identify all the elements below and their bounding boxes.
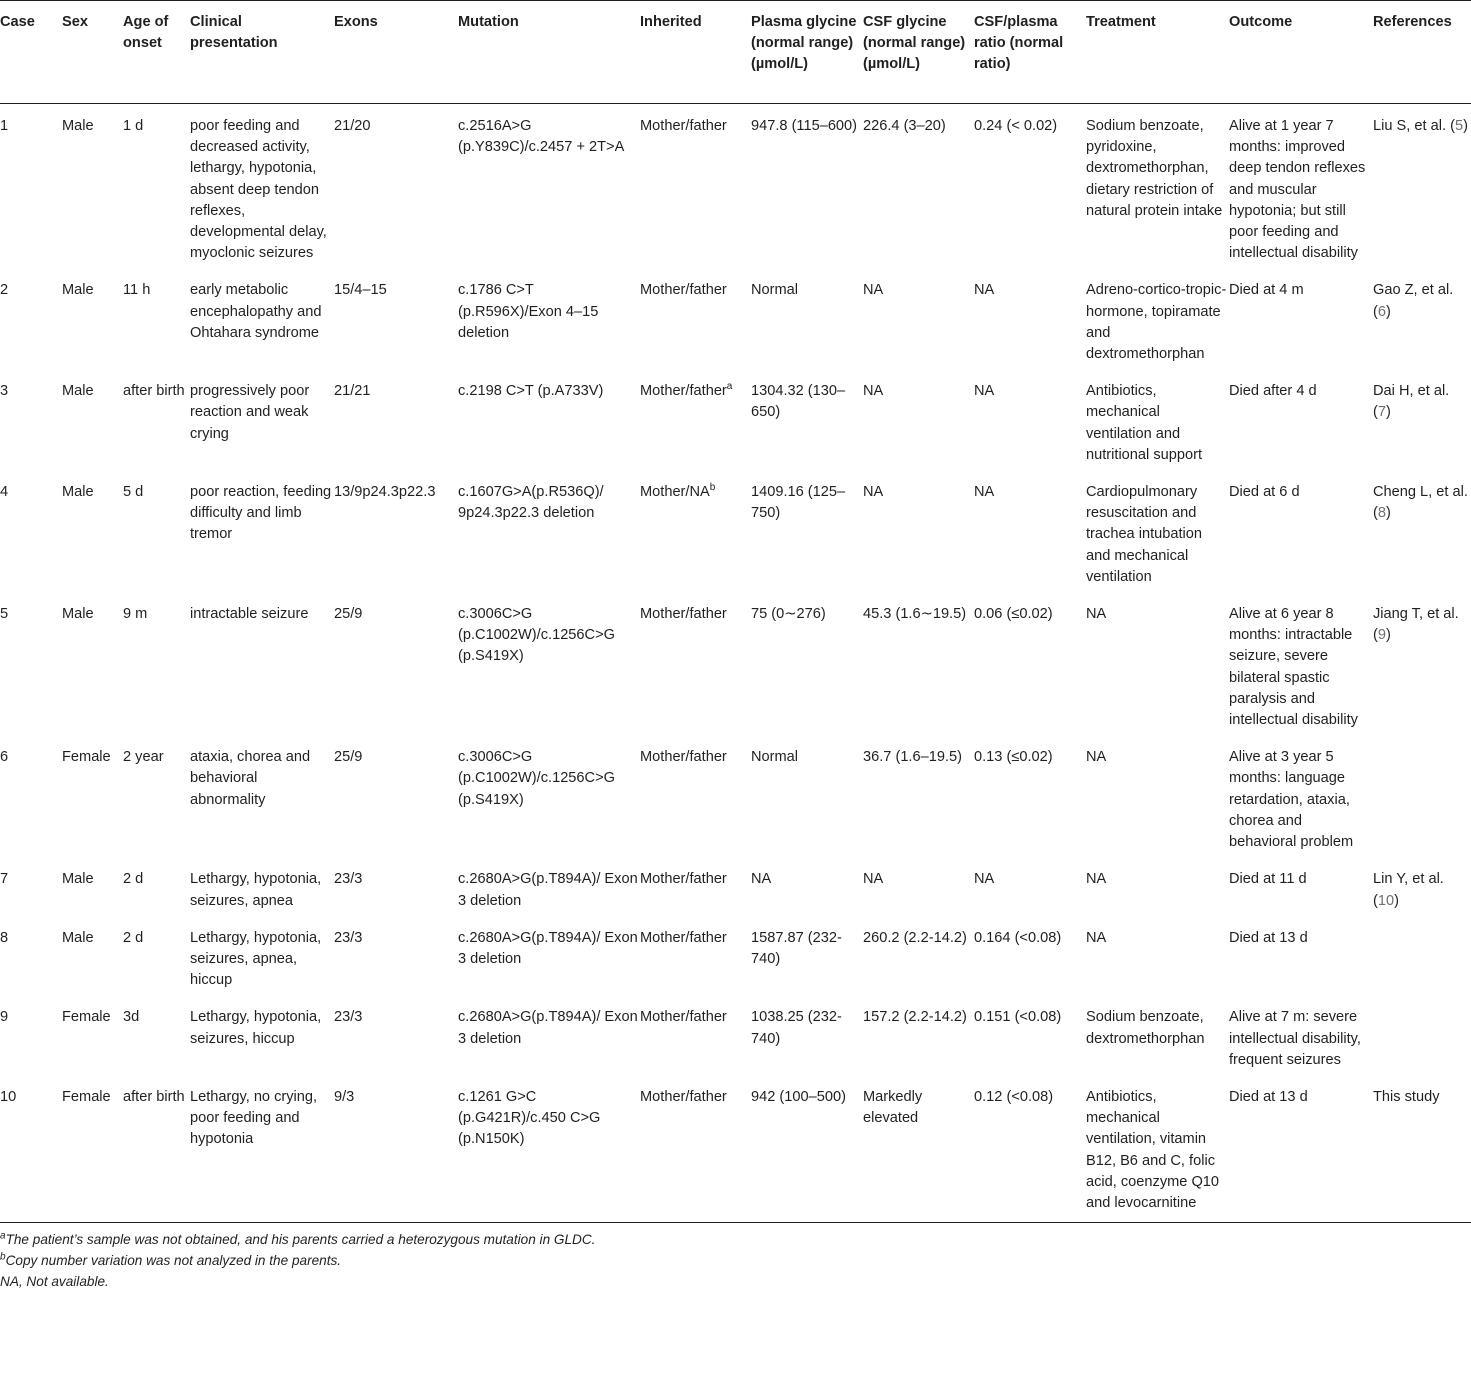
outcome-cell: Died after 4 d: [1229, 383, 1317, 400]
inherited-text: Mother/father: [640, 871, 727, 888]
reference-author: Jiang T, et al. (: [1373, 606, 1459, 644]
table-row: [0, 735, 1471, 857]
header-exons: Exons: [334, 14, 378, 30]
reference-author: Dai H, et al. (: [1373, 383, 1450, 421]
csf-glycine-cell: NA: [863, 484, 884, 501]
plasma-glycine-cell: NA: [751, 871, 772, 888]
mutation-cell: c.2516A>G (p.Y839C)/c.2457 + 2T>A: [458, 118, 625, 156]
header-references: References: [1373, 14, 1452, 30]
table-row: [0, 268, 1471, 369]
age-of-onset-cell: 2 d: [123, 929, 144, 946]
exons-cell: 25/9: [334, 606, 363, 623]
outcome-cell: Alive at 7 m: severe intellectual disability, frequent seizures: [1229, 1009, 1361, 1068]
clinical-presentation-cell: poor reaction, feeding difficulty and limb tremor: [190, 484, 332, 543]
age-of-onset-cell: after birth: [123, 1088, 185, 1105]
csf-glycine-cell: NA: [863, 282, 884, 299]
reference-close: ): [1386, 303, 1391, 320]
inherited-cell: [640, 995, 751, 1075]
case-cell: 3: [0, 383, 9, 400]
references-cell: [1373, 735, 1471, 857]
table-row: [0, 857, 1471, 915]
header-outcome: Outcome: [1229, 14, 1293, 30]
plasma-glycine-cell: 1304.32 (130–650): [751, 383, 846, 421]
sex-cell: Male: [62, 118, 94, 134]
csf-plasma-ratio-cell: 0.24 (< 0.02): [974, 118, 1058, 134]
footnote-marker: a: [0, 1230, 6, 1242]
inherited-cell: [640, 268, 751, 369]
sex-cell: Female: [62, 1088, 111, 1105]
mutation-cell: c.1607G>A(p.R536Q)/ 9p24.3p22.3 deletion: [458, 484, 604, 522]
case-cell: 7: [0, 871, 9, 888]
inherited-cell: [640, 916, 751, 996]
outcome-cell: Died at 13 d: [1229, 929, 1308, 946]
csf-plasma-ratio-cell: 0.164 (<0.08): [974, 929, 1062, 946]
inherited-cell: [640, 104, 751, 269]
case-cell: 5: [0, 606, 9, 623]
inherited-text: Mother/father: [640, 282, 727, 299]
reference-number-link[interactable]: 6: [1377, 303, 1386, 320]
reference-close: ): [1394, 892, 1399, 909]
csf-glycine-cell: 226.4 (3–20): [863, 118, 946, 134]
treatment-cell: Sodium benzoate, dextromethorphan: [1086, 1009, 1205, 1047]
header-row: [0, 1, 1471, 104]
table-row: [0, 916, 1471, 996]
treatment-cell: NA: [1086, 871, 1107, 888]
sex-cell: Male: [62, 484, 94, 501]
inherited-text: Mother/father: [640, 749, 727, 766]
exons-cell: 21/20: [334, 118, 371, 134]
mutation-cell: c.1786 C>T (p.R596X)/Exon 4–15 deletion: [458, 282, 599, 341]
table-row: [0, 1075, 1471, 1223]
exons-cell: 23/3: [334, 929, 363, 946]
header-mutation: Mutation: [458, 14, 519, 30]
csf-plasma-ratio-cell: 0.151 (<0.08): [974, 1009, 1062, 1026]
reference-close: ): [1386, 627, 1391, 644]
inherited-text: Mother/father: [640, 383, 727, 400]
mutation-cell: c.2680A>G(p.T894A)/ Exon 3 deletion: [458, 1009, 638, 1047]
reference-close: ): [1386, 505, 1391, 522]
exons-cell: 25/9: [334, 749, 363, 766]
treatment-cell: Antibiotics, mechanical ventilation, vitamin B12, B6 and C, folic acid, coenzyme Q10 and levocarnitine: [1086, 1088, 1220, 1211]
csf-glycine-cell: 260.2 (2.2-14.2): [863, 929, 967, 946]
reference-number-link[interactable]: 7: [1377, 404, 1386, 421]
reference-number-link[interactable]: 9: [1377, 627, 1386, 644]
reference-number-link[interactable]: 5: [1454, 118, 1464, 134]
clinical-presentation-cell: intractable seizure: [190, 606, 309, 623]
csf-plasma-ratio-cell: NA: [974, 871, 995, 888]
mutation-cell: c.3006C>G (p.C1002W)/c.1256C>G (p.S419X): [458, 749, 615, 808]
table-row: [0, 592, 1471, 735]
plasma-glycine-cell: Normal: [751, 749, 799, 766]
table-row: [0, 995, 1471, 1075]
plasma-glycine-cell: 75 (0∼276): [751, 606, 826, 623]
plasma-glycine-cell: 1409.16 (125–750): [751, 484, 846, 522]
inherited-cell: [640, 735, 751, 857]
plasma-glycine-cell: 942 (100–500): [751, 1088, 846, 1105]
reference-author: This study: [1373, 1088, 1440, 1105]
sex-cell: Male: [62, 606, 94, 623]
csf-plasma-ratio-cell: NA: [974, 383, 995, 400]
reference-author: Lin Y, et al. (: [1373, 871, 1444, 909]
footnote: [0, 1250, 1471, 1271]
case-cell: 6: [0, 749, 9, 766]
references-cell: [1373, 369, 1471, 470]
references-cell: [1373, 268, 1471, 369]
csf-glycine-cell: Markedly elevated: [863, 1088, 923, 1127]
inherited-cell: [640, 1075, 751, 1223]
mutation-cell: c.3006C>G (p.C1002W)/c.1256C>G (p.S419X): [458, 606, 615, 665]
sex-cell: Female: [62, 1009, 111, 1026]
footnote: [0, 1271, 1471, 1292]
clinical-presentation-cell: ataxia, chorea and behavioral abnormality: [190, 749, 311, 808]
csf-plasma-ratio-cell: 0.13 (≤0.02): [974, 749, 1053, 766]
table-row: [0, 369, 1471, 470]
sex-cell: Male: [62, 383, 94, 400]
plasma-glycine-cell: Normal: [751, 282, 799, 299]
outcome-cell: Died at 11 d: [1229, 871, 1307, 888]
clinical-presentation-cell: Lethargy, hypotonia, seizures, apnea: [190, 871, 322, 909]
inherited-cell: [640, 592, 751, 735]
case-cell: 10: [0, 1088, 17, 1105]
clinical-presentation-cell: progressively poor reaction and weak crying: [190, 383, 310, 442]
header-age-of-onset: Age of onset: [123, 14, 169, 52]
age-of-onset-cell: after birth: [123, 383, 185, 400]
sex-cell: Female: [62, 749, 111, 766]
age-of-onset-cell: 9 m: [123, 606, 148, 623]
table-row: [0, 104, 1471, 269]
csf-plasma-ratio-cell: 0.12 (<0.08): [974, 1088, 1054, 1105]
treatment-cell: NA: [1086, 929, 1107, 946]
age-of-onset-cell: 5 d: [123, 484, 144, 501]
case-cell: 9: [0, 1009, 9, 1026]
plasma-glycine-cell: 947.8 (115–600): [751, 118, 858, 134]
references-cell: [1373, 857, 1471, 915]
age-of-onset-cell: 2 d: [123, 871, 144, 888]
outcome-cell: Died at 4 m: [1229, 282, 1304, 299]
clinical-presentation-cell: early metabolic encephalopathy and Ohtahara syndrome: [190, 282, 322, 341]
footnote: [0, 1229, 1471, 1250]
inherited-text: Mother/father: [640, 1088, 727, 1105]
clinical-presentation-cell: Lethargy, hypotonia, seizures, apnea, hiccup: [190, 929, 322, 989]
mutation-cell: c.2680A>G(p.T894A)/ Exon 3 deletion: [458, 871, 638, 909]
treatment-cell: Cardiopulmonary resuscitation and trachea intubation and mechanical ventilation: [1086, 484, 1203, 585]
inherited-text: Mother/father: [640, 929, 727, 946]
references-cell: [1373, 104, 1471, 269]
header-plasma-glycine: Plasma glycine (normal range) (µmol/L): [751, 14, 857, 73]
inherited-cell: [640, 470, 751, 592]
treatment-cell: Antibiotics, mechanical ventilation and nutritional support: [1086, 383, 1203, 463]
table-row: [0, 470, 1471, 592]
treatment-cell: NA: [1086, 749, 1107, 766]
inherited-cell: [640, 369, 751, 470]
footnote-marker: b: [709, 482, 716, 494]
exons-cell: 23/3: [334, 1009, 363, 1026]
inherited-text: Mother/father: [640, 606, 727, 623]
reference-number-link[interactable]: 8: [1377, 505, 1386, 522]
treatment-cell: Adreno-cortico-tropic-hormone, topiramate and dextromethorphan: [1086, 282, 1227, 363]
header-treatment: Treatment: [1086, 14, 1156, 30]
treatment-cell: NA: [1086, 606, 1107, 623]
inherited-text: Mother/father: [640, 118, 727, 134]
reference-number-link[interactable]: 10: [1377, 892, 1395, 909]
clinical-presentation-cell: Lethargy, hypotonia, seizures, hiccup: [190, 1009, 322, 1047]
exons-cell: 15/4–15: [334, 282, 387, 299]
age-of-onset-cell: 2 year: [123, 749, 164, 766]
csf-plasma-ratio-cell: NA: [974, 282, 995, 299]
outcome-cell: Alive at 1 year 7 months: improved deep tendon reflexes and muscular hypotonia; but still poor feeding and intellectual disability: [1229, 118, 1366, 262]
header-csf-plasma-ratio: CSF/plasma ratio (normal ratio): [974, 14, 1064, 73]
header-clinical-presentation: Clinical presentation: [190, 14, 278, 52]
csf-glycine-cell: NA: [863, 383, 884, 400]
references-cell: [1373, 916, 1471, 996]
age-of-onset-cell: 1 d: [123, 118, 144, 134]
reference-author: Cheng L, et al. (: [1373, 484, 1468, 522]
header-sex: Sex: [62, 14, 88, 30]
table-body: [0, 104, 1471, 1223]
references-cell: [1373, 995, 1471, 1075]
footnote-marker: a: [726, 381, 733, 393]
references-cell: [1373, 470, 1471, 592]
outcome-cell: Died at 6 d: [1229, 484, 1300, 501]
header-inherited: Inherited: [640, 14, 702, 30]
sex-cell: Male: [62, 282, 94, 299]
inherited-cell: [640, 857, 751, 915]
outcome-cell: Alive at 6 year 8 months: intractable seizure, severe bilateral spastic paralysis and intellectual disability: [1229, 606, 1358, 729]
case-cell: 1: [0, 118, 9, 134]
footnote-marker: b: [0, 1251, 6, 1263]
footnote-text: NA, Not available.: [0, 1274, 109, 1290]
mutation-cell: c.1261 G>C (p.G421R)/c.450 C>G (p.N150K): [458, 1088, 601, 1148]
clinical-presentation-cell: Lethargy, no crying, poor feeding and hypotonia: [190, 1088, 318, 1148]
case-cell: 4: [0, 484, 9, 501]
footnote-text: The patient’s sample was not obtained, and his parents carried a heterozygous mutation in GLDC.: [5, 1232, 596, 1248]
csf-glycine-cell: NA: [863, 871, 884, 888]
case-cell: 2: [0, 282, 9, 299]
age-of-onset-cell: 11 h: [123, 282, 151, 299]
csf-glycine-cell: 45.3 (1.6∼19.5): [863, 606, 967, 623]
csf-glycine-cell: 36.7 (1.6–19.5): [863, 749, 962, 766]
case-cell: 8: [0, 929, 9, 946]
sex-cell: Male: [62, 871, 94, 888]
references-cell: [1373, 1075, 1471, 1223]
footnote-text: Copy number variation was not analyzed in the parents.: [5, 1253, 342, 1269]
header-csf-glycine: CSF glycine (normal range) (µmol/L): [863, 14, 966, 73]
footnotes: [0, 1229, 1471, 1292]
plasma-glycine-cell: 1038.25 (232-740): [751, 1009, 842, 1047]
sex-cell: Male: [62, 929, 94, 946]
plasma-glycine-cell: 1587.87 (232-740): [751, 929, 842, 967]
outcome-cell: Alive at 3 year 5 months: language retardation, ataxia, chorea and behavioral problem: [1229, 749, 1354, 851]
mutation-cell: c.2198 C>T (p.A733V): [458, 383, 604, 400]
reference-close: ): [1463, 118, 1468, 134]
mutation-cell: c.2680A>G(p.T894A)/ Exon 3 deletion: [458, 929, 638, 967]
inherited-text: Mother/NA: [640, 484, 710, 501]
references-cell: [1373, 592, 1471, 735]
exons-cell: 23/3: [334, 871, 363, 888]
exons-cell: 21/21: [334, 383, 371, 400]
outcome-cell: Died at 13 d: [1229, 1088, 1308, 1105]
table-header: [0, 1, 1471, 104]
reference-author: Liu S, et al. (: [1373, 118, 1455, 134]
csf-plasma-ratio-cell: NA: [974, 484, 995, 501]
exons-cell: 13/9p24.3p22.3: [334, 484, 436, 501]
age-of-onset-cell: 3d: [123, 1009, 140, 1026]
exons-cell: 9/3: [334, 1088, 355, 1105]
reference-author: Gao Z, et al. (: [1373, 282, 1454, 320]
reference-close: ): [1386, 404, 1391, 421]
header-case: Case: [0, 14, 35, 30]
treatment-cell: Sodium benzoate, pyridoxine, dextromethorphan, dietary restriction of natural protein intake: [1086, 118, 1223, 219]
csf-glycine-cell: 157.2 (2.2-14.2): [863, 1009, 967, 1026]
inherited-text: Mother/father: [640, 1009, 727, 1026]
csf-plasma-ratio-cell: 0.06 (≤0.02): [974, 606, 1053, 623]
clinical-presentation-cell: poor feeding and decreased activity, lethargy, hypotonia, absent deep tendon reflexes, developmental delay, myoclonic seizures: [190, 118, 327, 262]
